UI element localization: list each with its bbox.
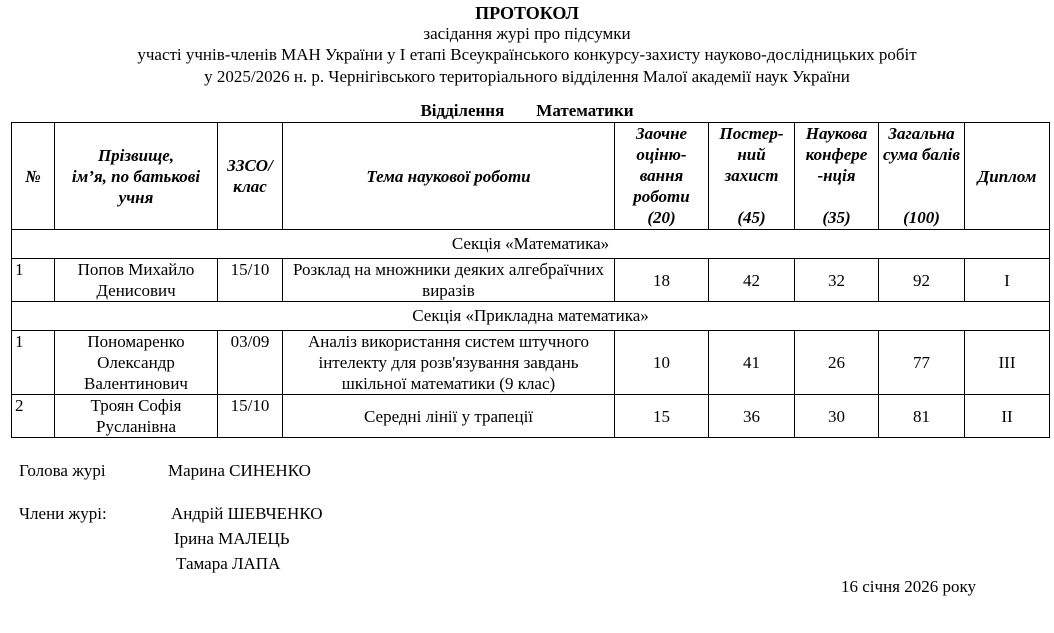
cell-poster: 36	[709, 395, 795, 438]
members-label: Члени журі:	[19, 504, 107, 523]
col-header-diploma: Диплом	[965, 123, 1050, 230]
document-title: ПРОТОКОЛ	[475, 3, 579, 23]
col-header-school-l1: ЗЗСО/	[227, 156, 273, 175]
cell-name: Троян Софія Русланівна	[55, 395, 218, 438]
section-title: Секція «Математика»	[12, 230, 1050, 259]
cell-conference: 32	[795, 259, 879, 302]
col-header-name-l1: Прізвище,	[97, 145, 175, 165]
col-header-school-l2: клас	[233, 177, 267, 196]
cell-diploma: II	[965, 395, 1050, 438]
col-header-remote	[615, 123, 709, 230]
table-row	[12, 395, 1050, 438]
cell-topic: Середні лінії у трапеції	[283, 395, 615, 438]
col-header-conference-max: (35)	[822, 208, 851, 227]
cell-diploma: III	[965, 331, 1050, 395]
cell-name: Пономаренко Олександр Валентинович	[55, 331, 218, 395]
table-row	[12, 259, 1050, 302]
subtitle-line-2: участі учнів-членів МАН України у I етапі Всеукраїнського конкурсу-захисту науково-дослідницьких робіт	[137, 45, 917, 64]
col-header-remote-text: Заочне оціню-вання роботи	[633, 124, 690, 206]
col-header-name	[55, 123, 218, 230]
cell-poster: 41	[709, 331, 795, 395]
results-table	[11, 122, 1050, 438]
cell-total: 92	[879, 259, 965, 302]
col-header-total	[879, 123, 965, 230]
cell-topic: Аналіз використання систем штучного інтелекту для розв'язування завдань шкільної математики (9 клас)	[283, 331, 615, 395]
cell-remote: 18	[615, 259, 709, 302]
department-name: Математики	[536, 101, 634, 120]
cell-school-class: 15/10	[218, 395, 283, 438]
cell-name: Попов Михайло Денисович	[55, 259, 218, 302]
cell-diploma: I	[965, 259, 1050, 302]
cell-total: 81	[879, 395, 965, 438]
col-header-name-l3: учня	[118, 187, 154, 207]
section-row	[12, 302, 1050, 331]
cell-num: 1	[12, 331, 55, 395]
table-row	[12, 331, 1050, 395]
cell-remote: 10	[615, 331, 709, 395]
col-header-remote-max: (20)	[647, 208, 676, 227]
department-label: Відділення	[420, 101, 505, 120]
cell-remote: 15	[615, 395, 709, 438]
cell-total: 77	[879, 331, 965, 395]
col-header-conference	[795, 123, 879, 230]
jury-member: Андрій ШЕВЧЕНКО	[171, 504, 323, 523]
col-header-poster-max: (45)	[737, 208, 766, 227]
jury-member: Ірина МАЛЕЦЬ	[174, 529, 290, 548]
chair-name: Марина СИНЕНКО	[168, 461, 311, 480]
col-header-poster-text: Постер-ний захист	[719, 124, 784, 185]
cell-conference: 26	[795, 331, 879, 395]
cell-poster: 42	[709, 259, 795, 302]
col-header-total-max: (100)	[903, 208, 940, 227]
subtitle-line-1: засідання журі про підсумки	[423, 24, 631, 43]
col-header-topic: Тема наукової роботи	[283, 123, 615, 230]
col-header-name-l2: ім’я, по батькові	[71, 166, 201, 186]
col-header-conference-text: Наукова конфере -нція	[805, 124, 868, 185]
cell-num: 1	[12, 259, 55, 302]
table-header-row	[12, 123, 1050, 230]
jury-member: Тамара ЛАПА	[176, 554, 281, 573]
col-header-school	[218, 123, 283, 230]
col-header-poster	[709, 123, 795, 230]
department-heading	[0, 100, 1054, 122]
protocol-date: 16 січня 2026 року	[841, 577, 977, 596]
col-header-num: №	[12, 123, 55, 230]
subtitle-line-3: у 2025/2026 н. р. Чернігівського територіального відділення Малої академії наук України	[204, 67, 850, 86]
cell-topic: Розклад на множники деяких алгебраїчних виразів	[283, 259, 615, 302]
col-header-total-text: Загальна сума балів	[883, 124, 960, 164]
section-title: Секція «Прикладна математика»	[12, 302, 1050, 331]
cell-school-class: 03/09	[218, 331, 283, 395]
cell-school-class: 15/10	[218, 259, 283, 302]
section-row	[12, 230, 1050, 259]
chair-label: Голова журі	[19, 461, 106, 480]
cell-num: 2	[12, 395, 55, 438]
cell-conference: 30	[795, 395, 879, 438]
